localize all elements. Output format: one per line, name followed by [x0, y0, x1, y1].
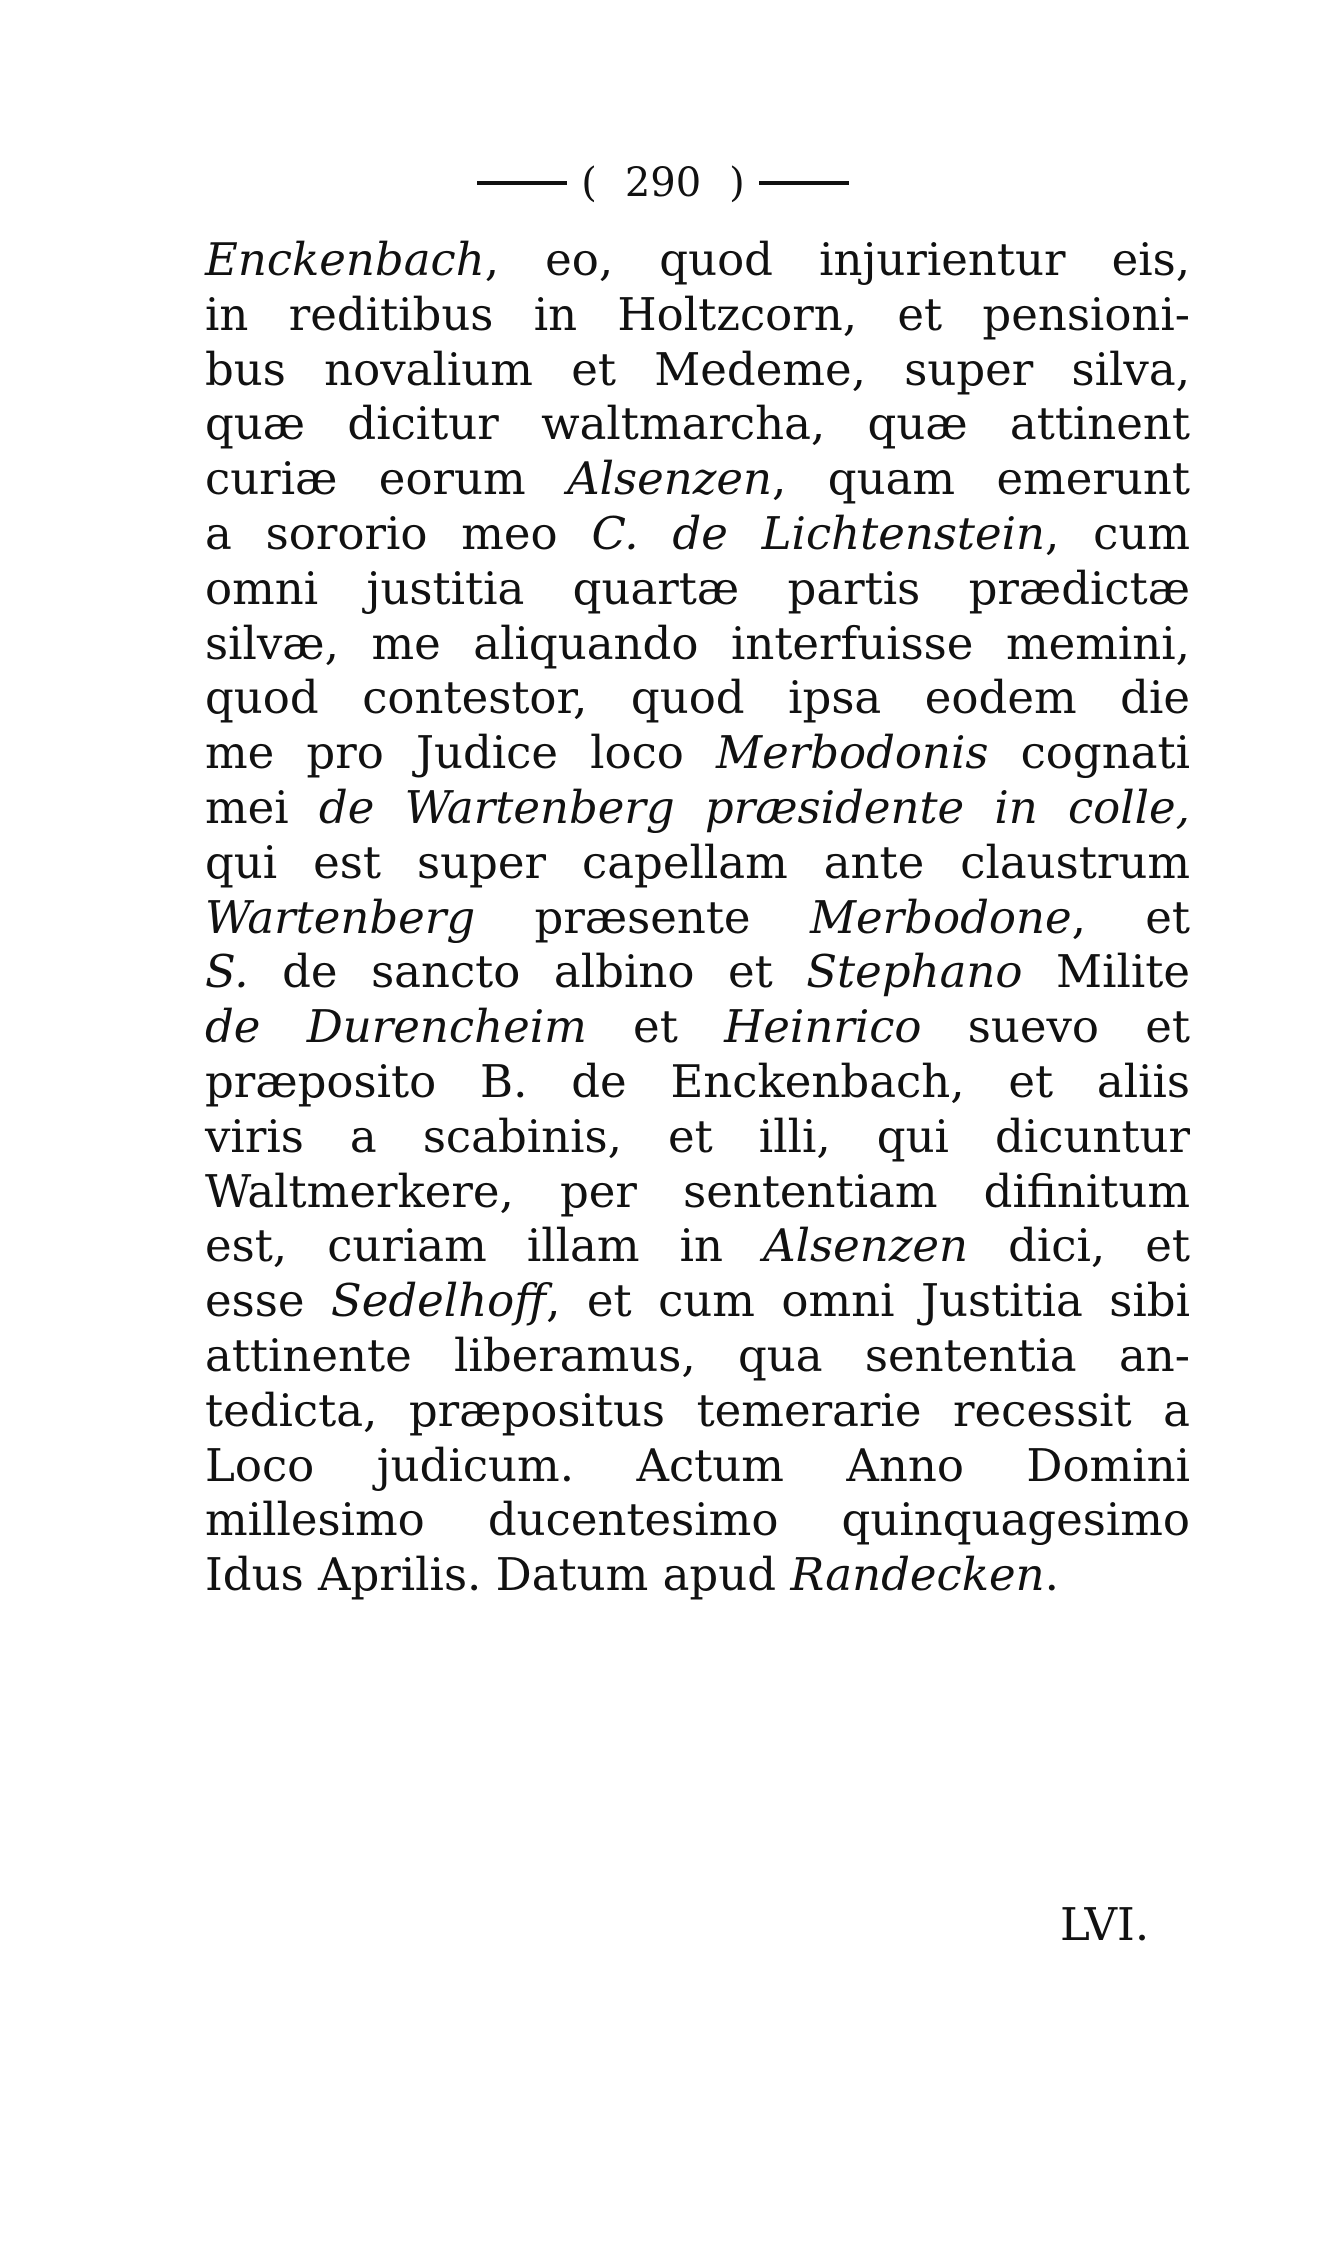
text-line: [205, 1384, 1190, 1439]
text-line: [205, 945, 1190, 1000]
italic-text-segment: Heinrico: [724, 1000, 922, 1054]
text-segment: quæ dicitur waltmarcha, quæ attinent: [205, 397, 1190, 451]
text-line: [205, 1000, 1190, 1055]
text-line: [205, 288, 1190, 343]
text-segment: , cum: [1045, 506, 1190, 560]
text-segment: de sancto albino et: [248, 945, 807, 999]
text-line: [205, 1439, 1190, 1494]
text-line: [205, 836, 1190, 891]
text-line: [205, 397, 1190, 452]
text-segment: quod contestor, quod ipsa eodem die: [205, 671, 1190, 725]
text-line: [205, 1219, 1190, 1274]
text-line: [205, 507, 1190, 562]
italic-text-segment: Randecken: [790, 1548, 1045, 1602]
text-segment: præsente: [475, 890, 810, 944]
text-segment: mei: [205, 780, 319, 834]
text-segment: suevo et: [921, 1000, 1191, 1054]
header-rule-left: [477, 181, 567, 185]
text-segment: Milite: [1022, 945, 1190, 999]
text-segment: præposito B. de Enckenbach, et aliis: [205, 1054, 1190, 1108]
text-segment: esse: [205, 1274, 331, 1328]
text-line: [205, 781, 1190, 836]
text-line: [205, 617, 1190, 672]
text-line: [205, 726, 1190, 781]
italic-text-segment: Alsenzen: [567, 452, 773, 506]
text-line: [205, 562, 1190, 617]
italic-text-segment: C. de Lichtenstein: [591, 506, 1046, 560]
text-segment: viris a scabinis, et illi, qui dicuntur: [205, 1109, 1190, 1163]
text-segment: tedicta, præpositus temerarie recessit a: [205, 1383, 1190, 1437]
text-segment: , quam emerunt: [772, 452, 1190, 506]
italic-text-segment: de Wartenberg præsidente in colle,: [318, 780, 1190, 834]
text-line: [205, 452, 1190, 507]
text-segment: est, curiam illam in: [205, 1219, 764, 1273]
text-segment: et: [586, 1000, 725, 1054]
text-segment: , et: [1071, 890, 1190, 944]
catchword: LVI.: [1060, 1898, 1150, 1951]
text-segment: bus novalium et Medeme, super silva,: [205, 342, 1190, 396]
text-line: [205, 1110, 1190, 1165]
text-segment: , eo, quod injurientur eis,: [484, 233, 1190, 286]
page-header: [0, 150, 1326, 213]
header-rule-right: [759, 181, 849, 185]
text-line: [205, 1165, 1190, 1220]
text-line: [205, 1329, 1190, 1384]
text-line: [205, 343, 1190, 398]
text-line: [205, 1055, 1190, 1110]
text-segment: curiæ eorum: [205, 452, 568, 506]
italic-text-segment: Merbodone: [809, 890, 1072, 944]
text-segment: Waltmerkere, per sententiam difinitum: [205, 1164, 1190, 1218]
text-line: [205, 891, 1190, 946]
header-paren-open: (: [581, 160, 597, 206]
text-segment: a sororio meo: [205, 506, 592, 560]
text-segment: .: [1044, 1548, 1059, 1602]
italic-text-segment: Sedelhoff: [330, 1274, 547, 1328]
page-number: 290: [624, 160, 702, 206]
italic-text-segment: Stephano: [806, 945, 1023, 999]
italic-text-segment: Wartenberg: [205, 890, 476, 944]
italic-text-segment: Alsenzen: [763, 1219, 969, 1273]
italic-text-segment: S.: [205, 945, 249, 999]
text-line: [205, 1548, 1190, 1603]
text-line: [205, 671, 1190, 726]
text-segment: , et cum omni Justitia sibi: [546, 1274, 1190, 1328]
text-line: [205, 1493, 1190, 1548]
text-segment: qui est super capellam ante claustrum: [205, 835, 1190, 889]
body-text: [205, 233, 1190, 1603]
text-segment: attinente liberamus, qua sententia an-: [205, 1328, 1190, 1382]
text-segment: millesimo ducentesimo quinquagesimo: [205, 1493, 1190, 1547]
text-segment: cognati: [988, 726, 1190, 780]
text-segment: in reditibus in Holtzcorn, et pensioni-: [205, 287, 1190, 341]
text-segment: me pro Judice loco: [205, 726, 716, 780]
text-segment: Loco judicum. Actum Anno Domini: [205, 1438, 1190, 1492]
italic-text-segment: Enckenbach: [205, 233, 485, 286]
text-segment: Idus Aprilis. Datum apud: [205, 1548, 791, 1602]
text-segment: dici, et: [968, 1219, 1190, 1273]
header-paren-close: ): [729, 160, 745, 206]
text-segment: silvæ, me aliquando interfuisse memini,: [205, 616, 1190, 670]
text-line: [205, 233, 1190, 288]
italic-text-segment: de Durencheim: [205, 1000, 587, 1054]
italic-text-segment: Merbodonis: [716, 726, 989, 780]
text-segment: omni justitia quartæ partis prædictæ: [205, 561, 1190, 615]
text-line: [205, 1274, 1190, 1329]
